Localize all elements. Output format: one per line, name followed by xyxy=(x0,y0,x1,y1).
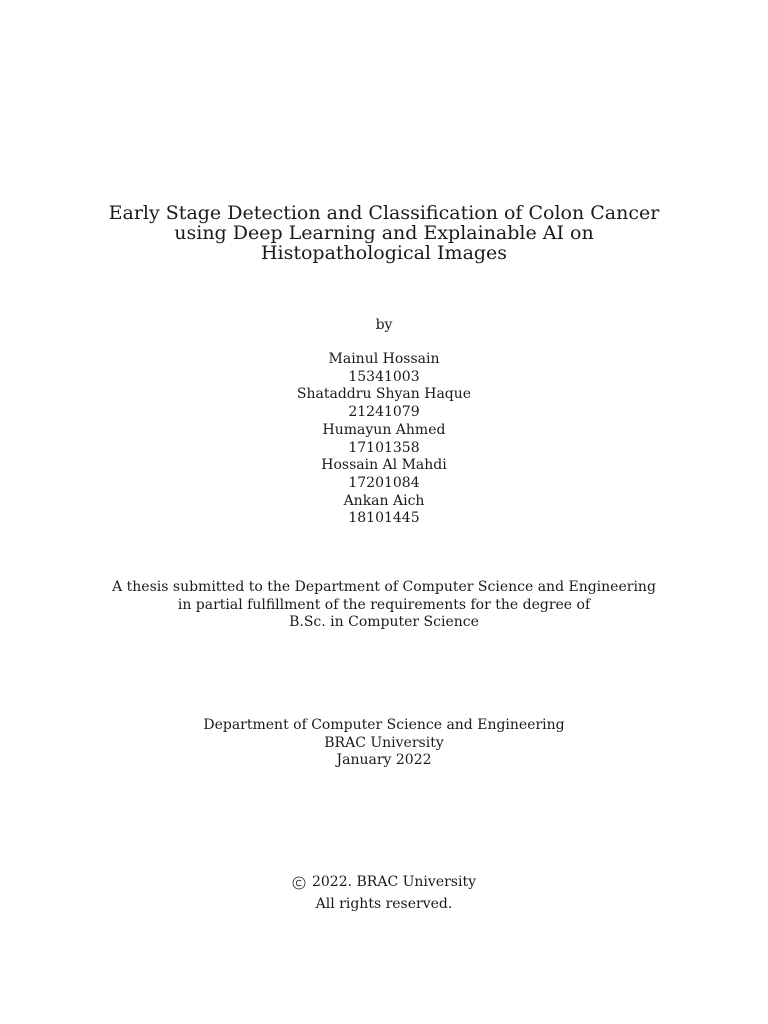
title-line-1: Early Stage Detection and Classification of Colon Cancer xyxy=(108,202,660,224)
submission-date: January 2022 xyxy=(336,752,432,769)
rights-reserved: All rights reserved. xyxy=(315,895,453,912)
author-id: 17201084 xyxy=(348,474,420,491)
author-name: Humayun Ahmed xyxy=(322,421,446,438)
copyright-notice xyxy=(0,874,768,913)
author-name: Mainul Hossain xyxy=(328,351,440,367)
thesis-title xyxy=(0,203,768,263)
copyright-text: 2022. BRAC University xyxy=(311,874,476,890)
author-name: Ankan Aich xyxy=(343,492,425,509)
author-id: 18101445 xyxy=(348,510,420,527)
author-name: Hossain Al Mahdi xyxy=(321,457,447,474)
title-line-2: using Deep Learning and Explainable AI on xyxy=(174,222,594,244)
affiliation xyxy=(0,717,768,770)
by-label: by xyxy=(375,317,393,333)
department-name: Department of Computer Science and Engineering xyxy=(203,717,565,733)
thesis-line-2: in partial fulfillment of the requirements for the degree of xyxy=(177,596,591,613)
copyright-line xyxy=(292,874,476,892)
university-name: BRAC University xyxy=(324,734,444,751)
author-list xyxy=(0,351,768,528)
author-id: 17101358 xyxy=(348,439,420,456)
thesis-line-1: A thesis submitted to the Department of Computer Science and Engineering xyxy=(112,579,656,595)
thesis-line-3: B.Sc. in Computer Science xyxy=(289,614,479,631)
author-id: 15341003 xyxy=(348,368,420,385)
copyright-icon xyxy=(292,876,306,890)
author-name: Shataddru Shyan Haque xyxy=(296,386,472,403)
thesis-statement xyxy=(0,579,768,632)
title-line-3: Histopathological Images xyxy=(260,242,508,264)
author-id: 21241079 xyxy=(348,404,420,421)
